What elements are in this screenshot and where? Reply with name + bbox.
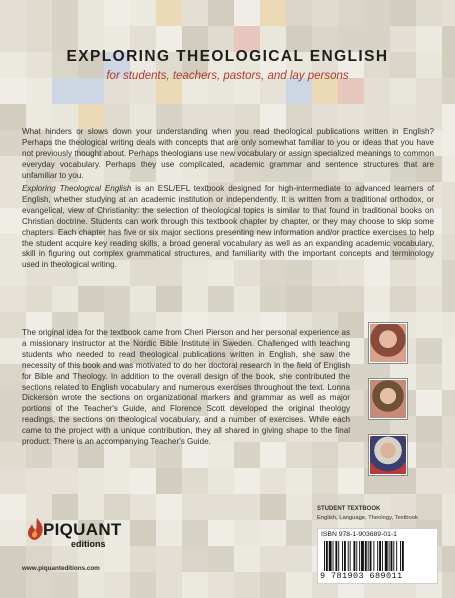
book-title: EXPLORING THEOLOGICAL ENGLISH xyxy=(66,48,389,65)
publisher-imprint: editions xyxy=(71,539,106,549)
barcode-digits: 9 781903 689011 xyxy=(320,571,403,581)
book-title-inline: Exploring Theological English xyxy=(22,184,132,193)
barcode-bar xyxy=(382,541,383,571)
barcode-bar xyxy=(393,541,394,571)
category-subjects: English, Language, Theology, Textbook xyxy=(317,515,418,521)
barcode-bar xyxy=(389,541,390,571)
barcode-bar xyxy=(333,541,334,571)
barcode-bar xyxy=(379,541,381,571)
description-paragraph xyxy=(22,184,434,271)
barcode-bar xyxy=(329,541,332,571)
barcode-bar xyxy=(377,541,378,571)
authors-paragraph: The original idea for the textbook came from Cheri Pierson and her personal experience as a missionary instructor at the Nordic Bible Institute in Sweden. Challenged with teaching students who needed to read theological publications written in English, she saw the necessity of this book and was motivated to do her doctoral research in the field of English for Bible and Theology. In addition to the overall design of the book, she contributed the sections related to English vocabulary and numerous exercises throughout the text. Lonna Dickerson wrote the sections on organizational markers and grammar as well as major portions of the Teacher's Guide, and Florence Scott developed the original theology readings, the sections on theological vocabulary, and a number of exercises. While each came to the project with a unique contribution, they all shared in giving shape to the final product. There is an accompanying Teacher's Guide. xyxy=(22,328,350,447)
barcode-bar xyxy=(361,541,364,571)
publisher-logo xyxy=(22,516,132,556)
barcode-bar xyxy=(335,541,337,571)
barcode-bar xyxy=(391,541,393,571)
barcode-bar xyxy=(373,541,374,571)
author-photo-1 xyxy=(369,323,407,363)
author-photo-2 xyxy=(369,379,407,419)
barcode xyxy=(317,528,438,584)
barcode-bar xyxy=(368,541,369,571)
barcode-bars xyxy=(324,541,432,571)
intro-paragraph: What hinders or slows down your understanding when you read theological publications written in English? Perhaps the theological writing deals with concepts that are only somewhat familiar to you or ideas that you have not previously thought about. Perhaps theologians use new vocabulary or assign specialized meanings to common everyday vocabulary. Perhaps they use complicated, academic grammar and sentence structures that are unfamiliar to you. xyxy=(22,127,434,180)
isbn-label: ISBN 978-1-903689-01-1 xyxy=(321,531,397,538)
barcode-bar xyxy=(365,541,367,571)
barcode-bar xyxy=(353,541,355,571)
barcode-bar xyxy=(370,541,372,571)
barcode-bar xyxy=(356,541,357,571)
author-photo-3 xyxy=(369,435,407,475)
barcode-bar xyxy=(326,541,328,571)
publisher-name: PIQUANT xyxy=(43,520,122,539)
category-label: STUDENT TEXTBOOK xyxy=(317,506,381,512)
barcode-bar xyxy=(342,541,343,571)
barcode-bar xyxy=(402,541,404,571)
barcode-bar xyxy=(348,541,349,571)
book-subtitle: for students, teachers, pastors, and lay persons xyxy=(106,70,349,82)
description-text: is an ESL/EFL textbook designed for high-intermediate to advanced learners of English, whether studying at an academic institution or independently. It is written from a traditional orthodox, or evangelical, view of Christianity: the selection of theological topics is similar to that found in traditional books on Christian doctrine. Students can work through this textbook chapter by chapter, or they may choose to skip some chapters. Each chapter has five or six major sections presenting new information and/or practice exercises to help the student acquire key reading skills, a broad general vocabulary as well as an expanding academic vocabulary, skill in figuring out complex grammatical structures, and familiarity with the important concepts and terminology used in theological writing. xyxy=(22,184,434,270)
barcode-bar xyxy=(324,541,325,571)
barcode-bar xyxy=(385,541,388,571)
barcode-bar xyxy=(400,541,401,571)
barcode-bar xyxy=(338,541,339,571)
publisher-website[interactable]: www.piquanteditions.com xyxy=(22,565,100,572)
barcode-bar xyxy=(344,541,346,571)
barcode-bar xyxy=(350,541,351,571)
barcode-bar xyxy=(359,541,360,571)
barcode-bar xyxy=(396,541,397,571)
